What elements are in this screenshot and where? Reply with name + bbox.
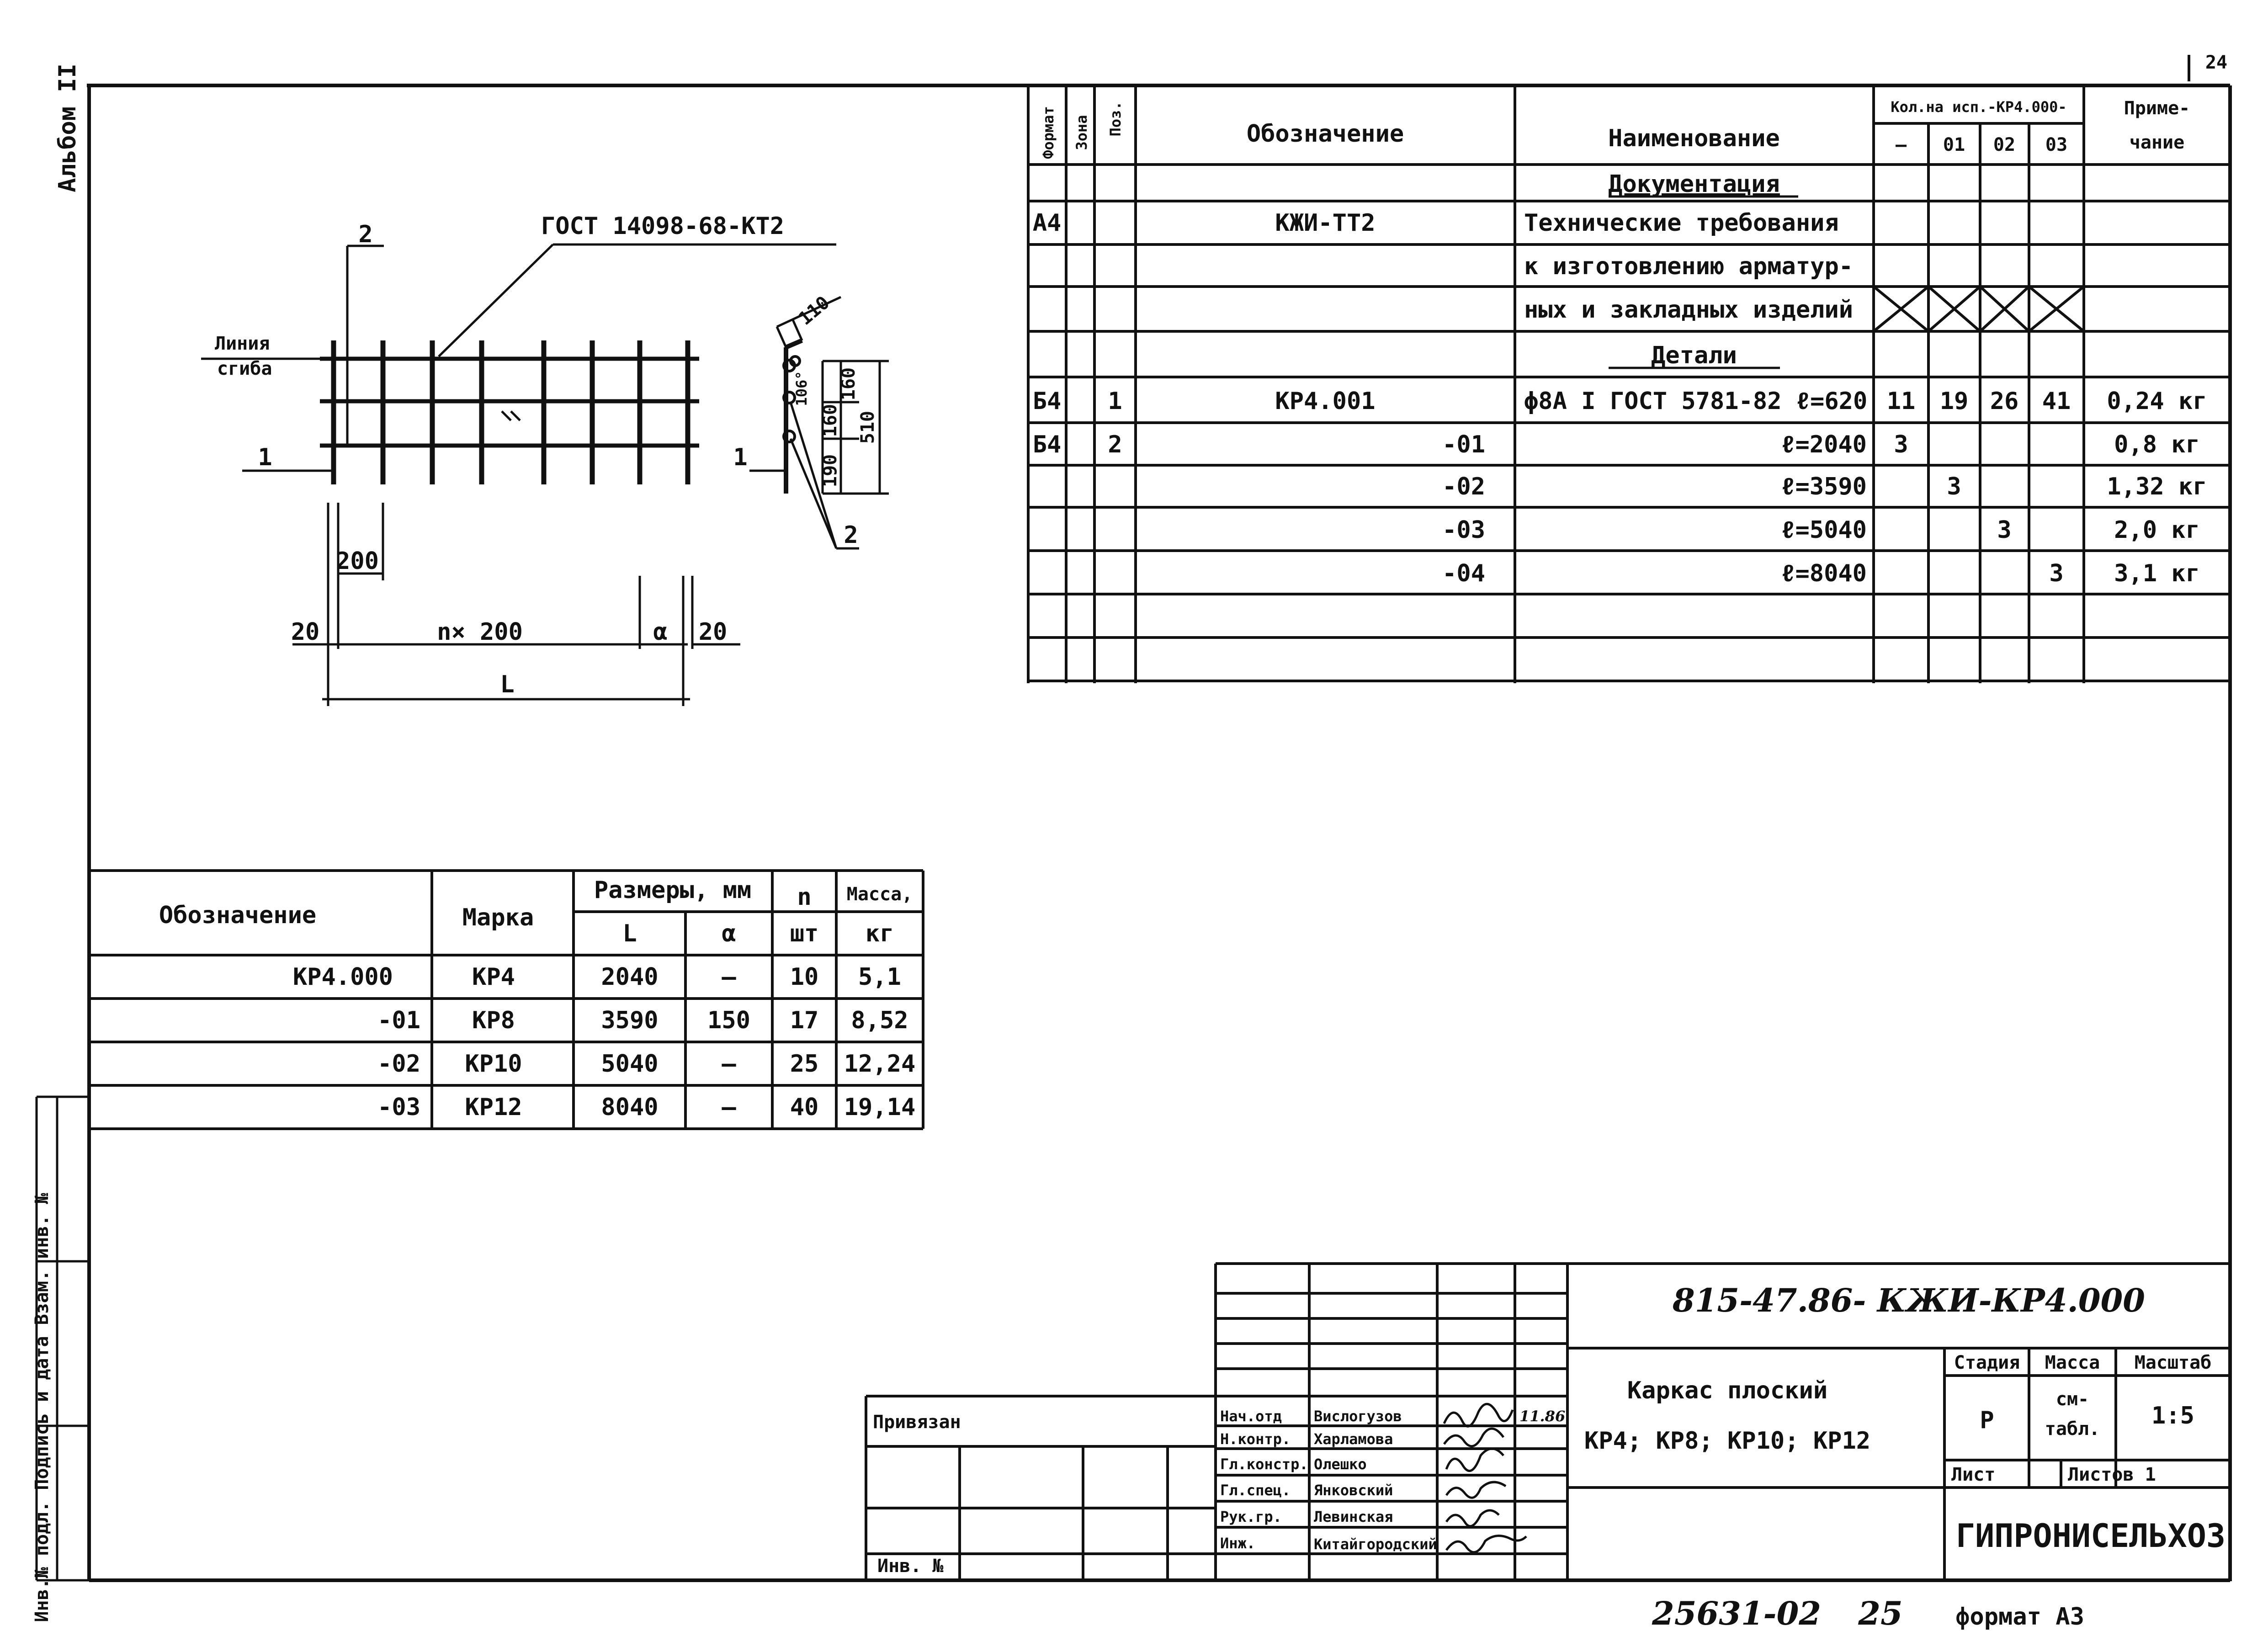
spec-row-4-name: Детали <box>1651 342 1737 369</box>
size-row-3-mark: КР12 <box>465 1094 522 1121</box>
spec-header-note-2: чание <box>2129 132 2185 153</box>
spec-row-7-note: 1,32 кг <box>2107 473 2207 500</box>
spec-row-5-qty-0: 11 <box>1886 388 1916 415</box>
size-row-0-mass: 5,1 <box>858 963 901 991</box>
size-row-0-designation: КР4.000 <box>292 963 393 991</box>
spec-row-8-note: 2,0 кг <box>2114 516 2200 544</box>
spec-row-9-designation: -04 <box>1442 560 1485 587</box>
organization-name: ГИПРОНИСЕЛЬХОЗ <box>1955 1517 2226 1555</box>
spec-row-1-format: А4 <box>1032 209 1062 237</box>
size-header-n-unit: шт <box>790 920 819 947</box>
size-row-1-mark: КР8 <box>472 1007 515 1034</box>
size-header-L: L <box>622 920 637 947</box>
dim-edge-left: 20 <box>291 618 320 646</box>
spec-row-6-format: Б4 <box>1032 431 1062 458</box>
spec-row-5-name: ϕ8А I ГОСТ 5781-82 ℓ=620 <box>1524 388 1868 415</box>
spec-row-6-name: ℓ=2040 <box>1781 431 1867 458</box>
size-row-3-L: 8040 <box>601 1094 659 1121</box>
spec-header-qty-2: 02 <box>1993 134 2016 155</box>
spec-header-qty-1: 01 <box>1943 134 1965 155</box>
sig-name-0: Вислогузов <box>1314 1408 1402 1425</box>
size-row-1-a: 150 <box>707 1007 750 1034</box>
section-dim-110: 110 <box>795 292 834 329</box>
spec-header-qty-3: 03 <box>2045 134 2068 155</box>
plan-pos1-label: 1 <box>258 444 272 471</box>
dim-edge-right: 20 <box>698 618 728 646</box>
size-row-0-mark: КР4 <box>472 963 515 991</box>
spec-row-5-format: Б4 <box>1032 388 1062 415</box>
spec-row-5-qty-1: 19 <box>1939 388 1969 415</box>
side-stamp-text: Инв.№ подл. Подпись и дата Взам. инв. № <box>32 1193 53 1622</box>
stage-label: Стадия <box>1954 1352 2020 1373</box>
spec-row-6-qty-0: 3 <box>1894 431 1908 458</box>
size-header-sizes: Размеры, мм <box>594 877 752 904</box>
footer-inventory: 25631-02 <box>1652 1594 1821 1632</box>
sheets-label: Листов 1 <box>2068 1464 2156 1485</box>
sig-role-3: Гл.спец. <box>1220 1482 1291 1499</box>
size-header-mass-unit: кг <box>865 920 894 947</box>
size-row-1-n: 17 <box>790 1007 819 1034</box>
spec-header-zone: Зона <box>1073 115 1090 150</box>
size-row-2-mark: КР10 <box>465 1050 522 1078</box>
bend-line-label-2: сгиба <box>217 358 272 379</box>
sig-name-5: Китайгородский <box>1314 1535 1437 1553</box>
size-header-designation: Обозначение <box>159 902 317 929</box>
size-row-0-a: — <box>722 963 736 991</box>
spec-row-1-designation: КЖИ-ТТ2 <box>1275 209 1376 237</box>
sig-name-4: Левинская <box>1314 1508 1393 1525</box>
spec-header-designation: Обозначение <box>1246 120 1404 148</box>
section-pos1-label: 1 <box>733 444 748 471</box>
spec-row-5-designation: КР4.001 <box>1275 388 1376 415</box>
spec-row-1-name: Технические требования <box>1524 209 1839 237</box>
spec-row-0-name: Документация <box>1608 170 1780 198</box>
size-row-1-L: 3590 <box>601 1007 659 1034</box>
size-row-1-mass: 8,52 <box>851 1007 908 1034</box>
size-header-n: n <box>797 883 812 911</box>
size-row-3-mass: 19,14 <box>844 1094 916 1121</box>
size-header-a: α <box>722 920 736 947</box>
sig-role-0: Нач.отд <box>1220 1408 1282 1425</box>
spec-row-5-pos: 1 <box>1108 388 1122 415</box>
mass-value-2: табл. <box>2045 1419 2100 1440</box>
sign-date: 11.86 <box>1519 1408 1566 1425</box>
size-row-2-n: 25 <box>790 1050 819 1078</box>
spec-row-8-designation: -03 <box>1442 516 1485 544</box>
document-code: 815-47.86- КЖИ-КР4.000 <box>1673 1281 2146 1319</box>
spec-row-3-name: ных и закладных изделий <box>1524 296 1854 324</box>
spec-header-qty-group: Кол.на исп.-КР4.000- <box>1891 98 2067 116</box>
scale-value: 1:5 <box>2151 1402 2194 1429</box>
sheet-label: Лист <box>1951 1464 1996 1485</box>
section-dim-angle: 106° <box>793 371 810 406</box>
size-row-3-n: 40 <box>790 1094 819 1121</box>
gost-callout: ГОСТ 14098-68-КТ2 <box>541 213 785 240</box>
dim-length: L <box>500 671 515 698</box>
spec-row-5-note: 0,24 кг <box>2107 388 2207 415</box>
inv-no-label: Инв. № <box>877 1556 944 1577</box>
size-row-2-mass: 12,24 <box>844 1050 916 1078</box>
size-row-2-a: — <box>722 1050 736 1078</box>
title-line-1: Каркас плоский <box>1627 1377 1828 1404</box>
side-album-label: Альбом II <box>54 64 81 192</box>
spec-row-8-name: ℓ=5040 <box>1781 516 1867 544</box>
mass-label: Масса <box>2045 1352 2100 1373</box>
spec-row-9-qty-3: 3 <box>2049 560 2064 587</box>
privyazan-label: Привязан <box>873 1412 961 1433</box>
size-row-3-designation: -03 <box>377 1094 420 1121</box>
scale-label: Масштаб <box>2134 1352 2212 1373</box>
sig-name-2: Олешко <box>1314 1456 1367 1473</box>
spec-row-2-name: к изготовлению арматур- <box>1524 253 1854 280</box>
size-row-1-designation: -01 <box>377 1007 420 1034</box>
size-row-2-L: 5040 <box>601 1050 659 1078</box>
size-row-2-designation: -02 <box>377 1050 420 1078</box>
stage-value: Р <box>1980 1407 1994 1434</box>
spec-header-note-1: Приме- <box>2124 98 2190 119</box>
size-row-0-L: 2040 <box>601 963 659 991</box>
spec-row-5-qty-3: 41 <box>2042 388 2071 415</box>
sig-role-2: Гл.констр. <box>1220 1456 1308 1473</box>
dim-a: α <box>653 618 668 646</box>
plan-pos2-label: 2 <box>358 221 373 248</box>
size-row-3-a: — <box>722 1094 736 1121</box>
sig-role-1: Н.контр. <box>1220 1430 1291 1448</box>
bend-line-label-1: Линия <box>215 333 270 354</box>
spec-header-pos: Поз. <box>1107 101 1124 137</box>
dim-pitch: 200 <box>336 547 379 575</box>
size-header-mark: Марка <box>462 904 534 931</box>
title-line-2: КР4; КР8; КР10; КР12 <box>1584 1427 1871 1455</box>
section-dim-510: 510 <box>857 410 878 444</box>
mass-value-1: см- <box>2056 1389 2089 1410</box>
footer-sheet-num: 25 <box>1858 1594 1903 1632</box>
spec-row-5-qty-2: 26 <box>1990 388 2019 415</box>
spec-row-9-note: 3,1 кг <box>2114 560 2200 587</box>
spec-row-9-name: ℓ=8040 <box>1781 560 1867 587</box>
spec-row-8-qty-2: 3 <box>1997 516 2012 544</box>
spec-header-format: Формат <box>1040 106 1057 159</box>
spec-row-7-qty-1: 3 <box>1947 473 1961 500</box>
section-dim-160a: 160 <box>820 404 841 437</box>
sig-name-3: Янковский <box>1314 1482 1393 1499</box>
size-header-mass: Масса, <box>846 884 913 905</box>
spec-row-6-pos: 2 <box>1108 431 1122 458</box>
spec-row-7-name: ℓ=3590 <box>1781 473 1867 500</box>
footer-format: формат А3 <box>1955 1603 2084 1631</box>
sig-role-4: Рук.гр. <box>1220 1508 1282 1525</box>
size-row-0-n: 10 <box>790 963 819 991</box>
section-dim-190: 190 <box>820 454 841 488</box>
sig-name-1: Харламова <box>1314 1430 1393 1448</box>
dim-span: n× 200 <box>437 618 523 646</box>
spec-header-qty-0: — <box>1895 134 1907 155</box>
spec-row-6-note: 0,8 кг <box>2114 431 2200 458</box>
section-pos2-label: 2 <box>844 521 858 549</box>
spec-row-7-designation: -02 <box>1442 473 1485 500</box>
spec-header-name: Наименование <box>1608 125 1780 152</box>
page-number: 24 <box>2205 52 2228 73</box>
spec-row-6-designation: -01 <box>1442 431 1485 458</box>
section-dim-160b: 160 <box>838 367 859 401</box>
sig-role-5: Инж. <box>1220 1535 1256 1552</box>
